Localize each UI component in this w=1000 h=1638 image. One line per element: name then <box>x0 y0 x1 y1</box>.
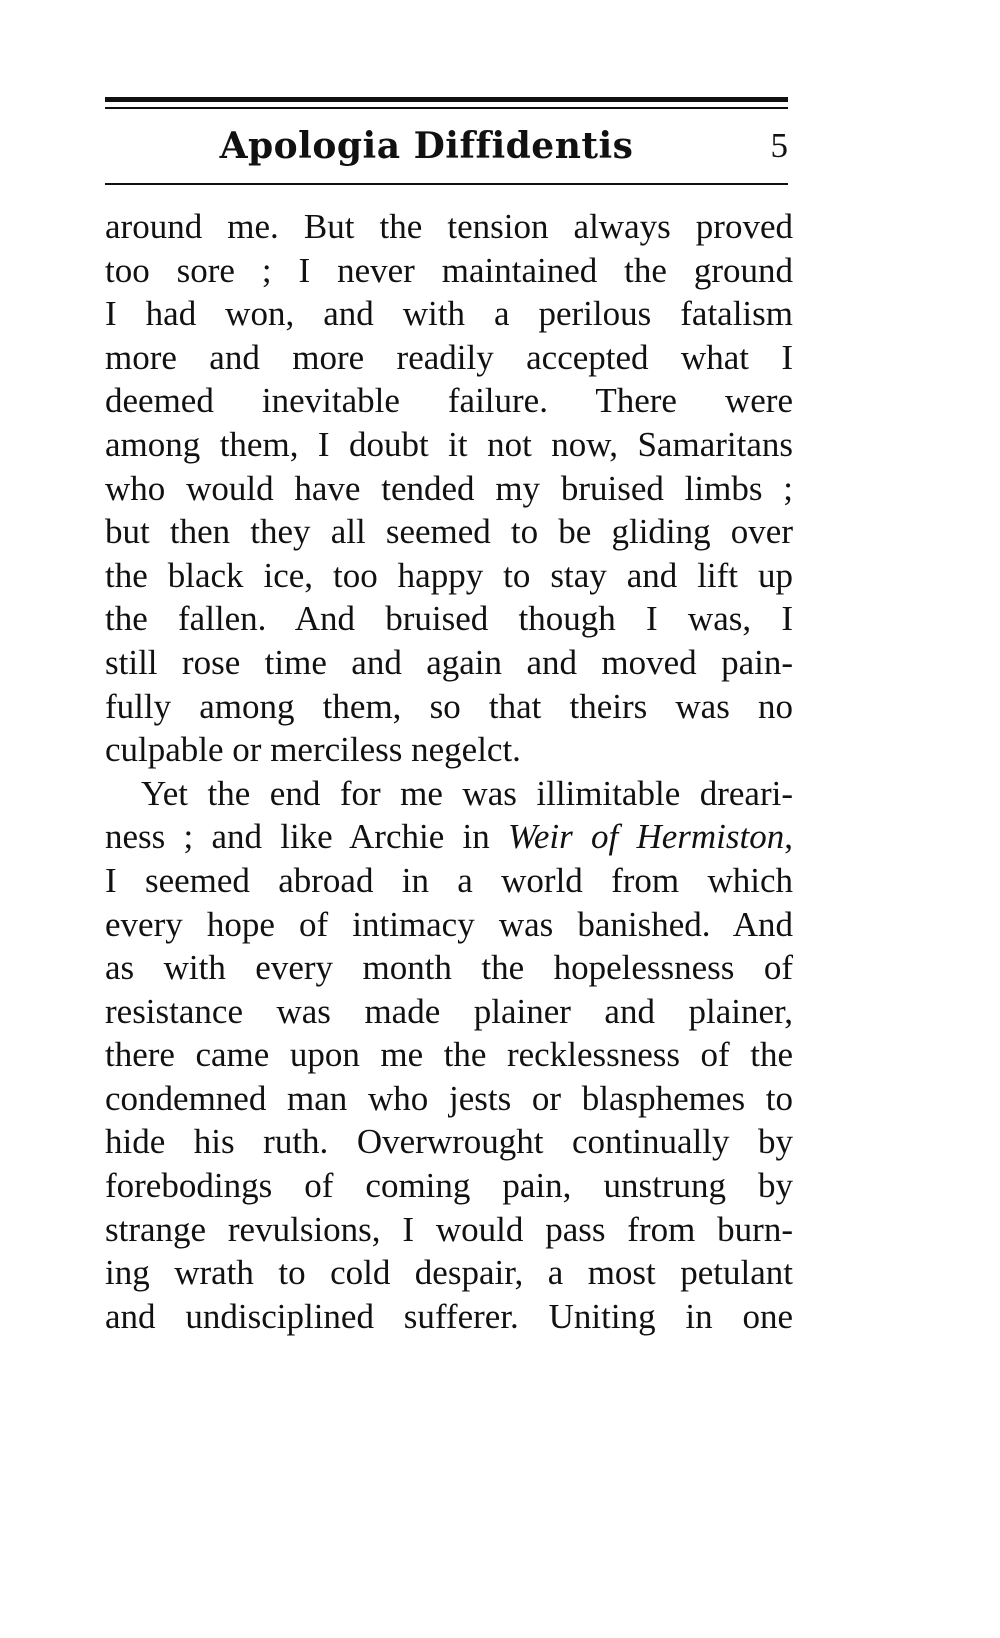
text-line: Yet the end for me was illimitable dreari- <box>141 773 793 813</box>
text-line: I had won, and with a perilous fatalism <box>105 294 793 334</box>
header-rule-thick <box>105 97 788 102</box>
page-number: 5 <box>770 126 788 165</box>
text-fragment: , <box>784 817 793 857</box>
text-line: still rose time and again and moved pain- <box>105 642 793 682</box>
body-text <box>105 205 793 1338</box>
text-line: more and more readily accepted what I <box>105 337 793 377</box>
text-line: forebodings of coming pain, unstrung by <box>105 1166 793 1206</box>
running-title: Apologia Diffidentis <box>219 125 634 167</box>
text-line: the black ice, too happy to stay and lift up <box>105 555 793 595</box>
text-line: strange revulsions, I would pass from burn- <box>105 1209 793 1249</box>
text-line: around me. But the tension always proved <box>105 207 793 246</box>
text-line: but then they all seemed to be gliding over <box>105 512 793 552</box>
text-line: I seemed abroad in a world from which <box>105 860 793 900</box>
text-line: ing wrath to cold despair, a most petulant <box>105 1253 793 1293</box>
running-head <box>105 124 788 174</box>
text-line: hide his ruth. Overwrought continually by <box>105 1122 793 1162</box>
text-line: and undisciplined sufferer. Uniting in one <box>105 1296 793 1336</box>
text-line-with-title <box>105 815 793 859</box>
text-line: fully among them, so that theirs was no <box>105 686 793 726</box>
paragraph-1 <box>105 205 793 772</box>
text-line: among them, I doubt it not now, Samaritans <box>105 424 793 464</box>
text-line: resistance was made plainer and plainer, <box>105 991 793 1031</box>
book-title: Weir of Hermiston <box>507 817 785 857</box>
header-rule-thin <box>105 107 788 109</box>
text-line: culpable or merciless negelct. <box>105 730 521 770</box>
text-fragment: ness ; and like Archie in <box>105 817 508 857</box>
text-line: as with every month the hopelessness of <box>105 948 793 988</box>
text-line: condemned man who jests or blasphemes to <box>105 1078 793 1118</box>
paragraph-2 <box>105 772 793 1339</box>
text-line: who would have tended my bruised limbs ; <box>105 468 793 508</box>
text-line: the fallen. And bruised though I was, I <box>105 599 793 639</box>
header-rule-bottom <box>105 183 788 185</box>
text-line: deemed inevitable failure. There were <box>105 381 793 421</box>
text-line: too sore ; I never maintained the ground <box>105 250 793 290</box>
text-line: every hope of intimacy was banished. And <box>105 904 793 944</box>
text-line: there came upon me the recklessness of the <box>105 1035 793 1075</box>
